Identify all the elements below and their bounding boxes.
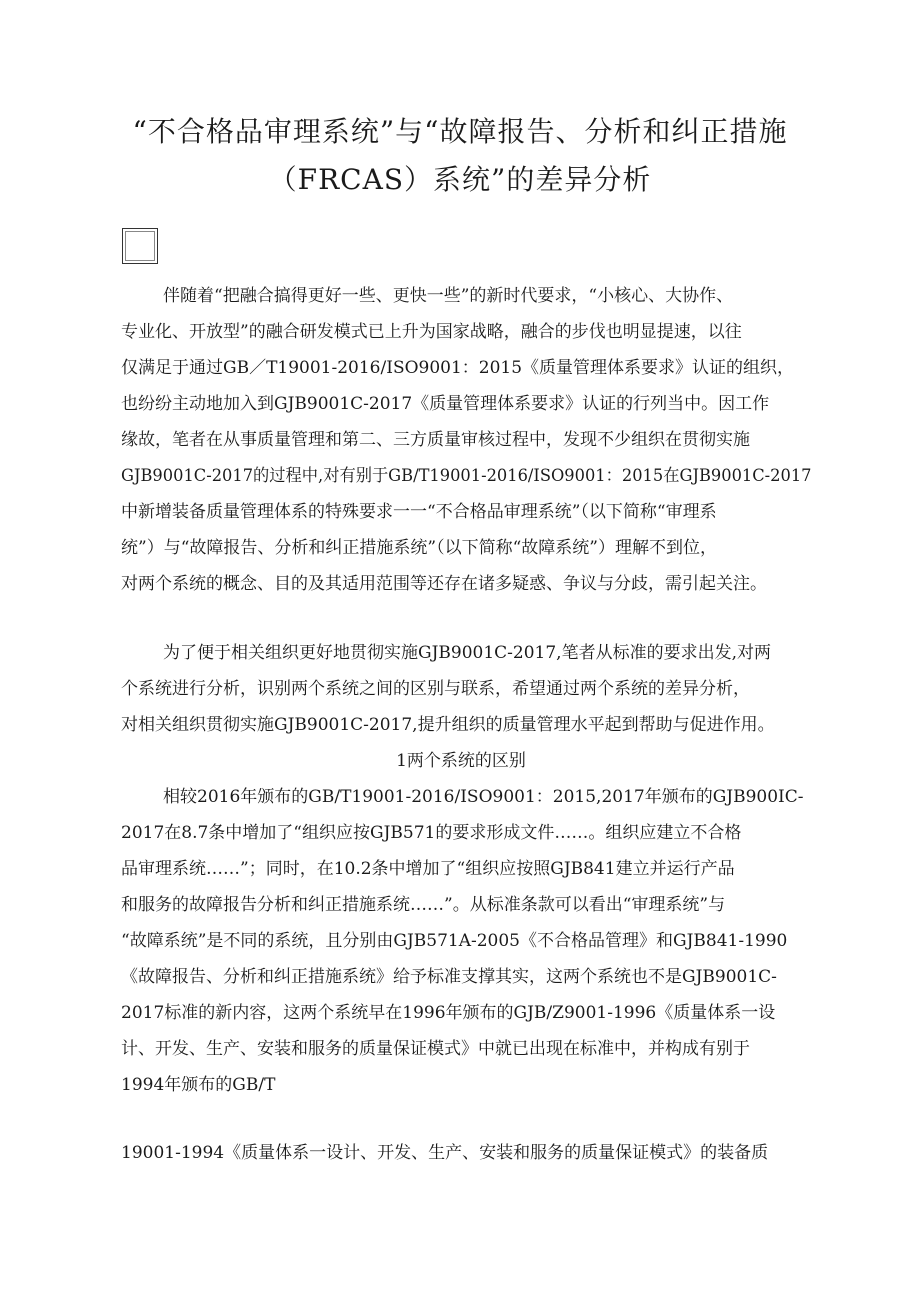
- paragraph-line: 对相关组织贯彻实施GJB9001C-2017,提升组织的质量管理水平起到帮助与促进作用。: [121, 715, 775, 735]
- document-title-line-2: （FRCAS）系统”的差异分析: [268, 163, 652, 196]
- checkbox-icon[interactable]: [122, 228, 158, 264]
- paragraph-line: 相较2016年颁布的GB/T19001-2016/ISO9001：2015,2017年颁布的GJB900IC-: [163, 787, 804, 807]
- paragraph-line: GJB9001C-2017的过程中,对有别于GB/T19001-2016/ISO9001：2015在GJB9001C-2017: [121, 466, 812, 486]
- paragraph-line: 计、开发、生产、安装和服务的质量保证模式》中就已出现在标准中，并构成有别于: [121, 1039, 750, 1059]
- paragraph-line: 和服务的故障报告分析和纠正措施系统……”。从标准条款可以看出“审理系统”与: [121, 895, 726, 915]
- paragraph-line: 《故障报告、分析和纠正措施系统》给予标准支撑其实，这两个系统也不是GJB9001C-: [121, 967, 777, 987]
- paragraph-line: 2017在8.7条中增加了“组织应按GJB571的要求形成文件……。组织应建立不合格: [121, 823, 742, 843]
- paragraph-line: 统”）与“故障报告、分析和纠正措施系统”（以下简称“故障系统”）理解不到位，: [121, 538, 717, 558]
- paragraph-line: 1994年颁布的GB/T: [121, 1075, 276, 1095]
- paragraph-line: 伴随着“把融合搞得更好一些、更快一些”的新时代要求，“小核心、大协作、: [163, 286, 734, 306]
- paragraph-line: 专业化、开放型”的融合研发模式已上升为国家战略，融合的步伐也明显提速，以往: [121, 322, 742, 342]
- paragraph-line: 仅满足于通过GB／T19001-2016/ISO9001：2015《质量管理体系要求》认证的组织，: [121, 358, 795, 378]
- paragraph-line: 为了便于相关组织更好地贯彻实施GJB9001C-2017,笔者从标准的要求出发,对两: [163, 643, 771, 663]
- paragraph-line: 对两个系统的概念、目的及其适用范围等还存在诸多疑惑、争议与分歧，需引起关注。: [121, 574, 767, 594]
- paragraph-line: “故障系统”是不同的系统，且分别由GJB571A-2005《不合格品管理》和GJB841-1990: [121, 931, 788, 951]
- paragraph-line: 2017标准的新内容，这两个系统早在1996年颁布的GJB/Z9001-1996《质量体系一设: [121, 1003, 776, 1023]
- paragraph-line: 个系统进行分析，识别两个系统之间的区别与联系，希望通过两个系统的差异分析，: [121, 679, 750, 699]
- section-heading: 1两个系统的区别: [396, 751, 526, 771]
- paragraph-line: 品审理系统……”；同时，在10.2条中增加了“组织应按照GJB841建立并运行产品: [121, 859, 735, 879]
- paragraph-line: 19001-1994《质量体系一设计、开发、生产、安装和服务的质量保证模式》的装备质: [121, 1143, 769, 1163]
- paragraph-line: 中新增装备质量管理体系的特殊要求一一“不合格品审理系统”（以下简称“审理系: [121, 502, 717, 522]
- paragraph-line: 也纷纷主动地加入到GJB9001C-2017《质量管理体系要求》认证的行列当中。因工作: [121, 394, 770, 414]
- document-title-line-1: “不合格品审理系统”与“故障报告、分析和纠正措施: [132, 115, 788, 148]
- paragraph-line: 缘故，笔者在从事质量管理和第二、三方质量审核过程中，发现不少组织在贯彻实施: [121, 430, 750, 450]
